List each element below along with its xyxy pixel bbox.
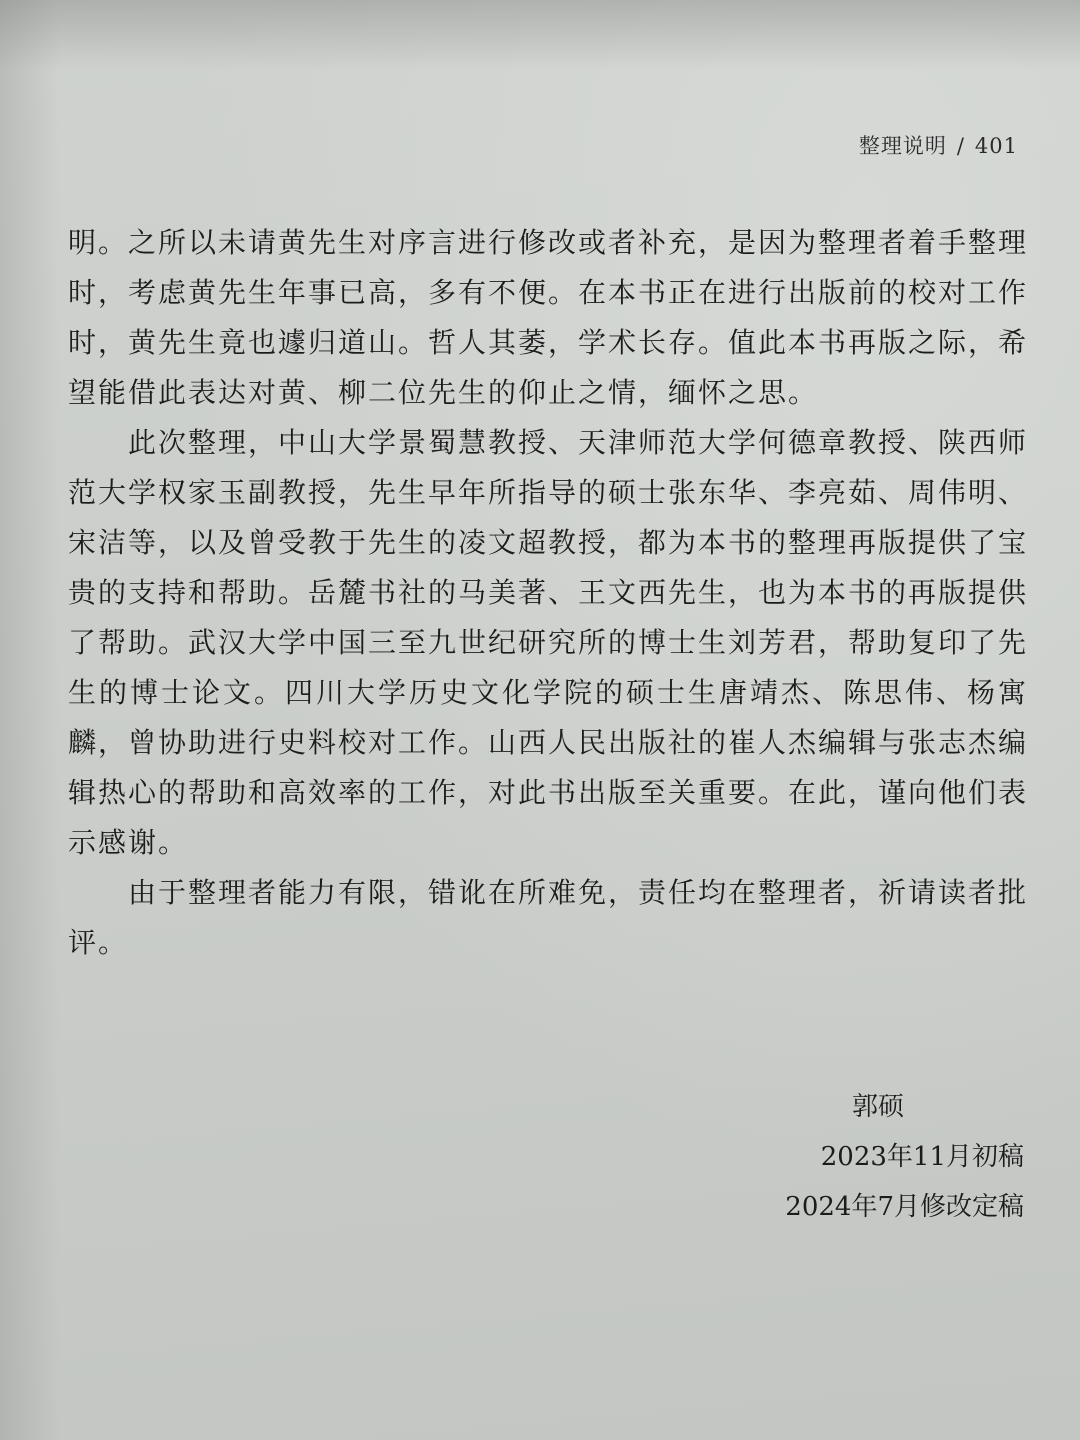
paragraph-continued: 明。之所以未请黄先生对序言进行修改或者补充，是因为整理者着手整理时，考虑黄先生年事已高，多有不便。在本书正在进行出版前的校对工作时，黄先生竟也遽归道山。哲人其萎，学术长存。值此本书再版之际，希望能借此表达对黄、柳二位先生的仰止之情，缅怀之思。 bbox=[68, 226, 1029, 409]
paragraph-disclaimer: 由于整理者能力有限，错讹在所难免，责任均在整理者，祈请读者批评。 bbox=[68, 876, 1029, 959]
page-number: 401 bbox=[974, 134, 1018, 158]
paragraph-acknowledgements: 此次整理，中山大学景蜀慧教授、天津师范大学何德章教授、陕西师范大学权家玉副教授，先生早年所指导的硕士张东华、李亮茹、周伟明、宋洁等，以及曾受教于先生的凌文超教授，都为本书的整理再版提供了宝贵的支持和帮助。岳麓书社的马美著、王文西先生，也为本书的再版提供了帮助。武汉大学中国三至九世纪研究所的博士生刘芳君，帮助复印了先生的博士论文。四川大学历史文化学院的硕士生唐靖杰、陈思伟、杨寓麟，曾协助进行史料校对工作。山西人民出版社的崔人杰编辑与张志杰编辑热心的帮助和高效率的工作，对此书出版至关重要。在此，谨向他们表示感谢。 bbox=[68, 426, 1029, 859]
signature-author: 郭硕 bbox=[851, 1092, 904, 1122]
signature-block bbox=[785, 1082, 1024, 1232]
running-head bbox=[859, 130, 1018, 160]
section-title: 整理说明 bbox=[858, 134, 947, 158]
header-separator: / bbox=[956, 134, 965, 158]
page-shadow-top bbox=[0, 0, 1080, 70]
body-text bbox=[68, 218, 1028, 968]
signature-draft-date: 2023年11月初稿 bbox=[820, 1142, 1024, 1172]
signature-final-date: 2024年7月修改定稿 bbox=[785, 1192, 1024, 1222]
page-shadow-left bbox=[0, 0, 60, 1440]
